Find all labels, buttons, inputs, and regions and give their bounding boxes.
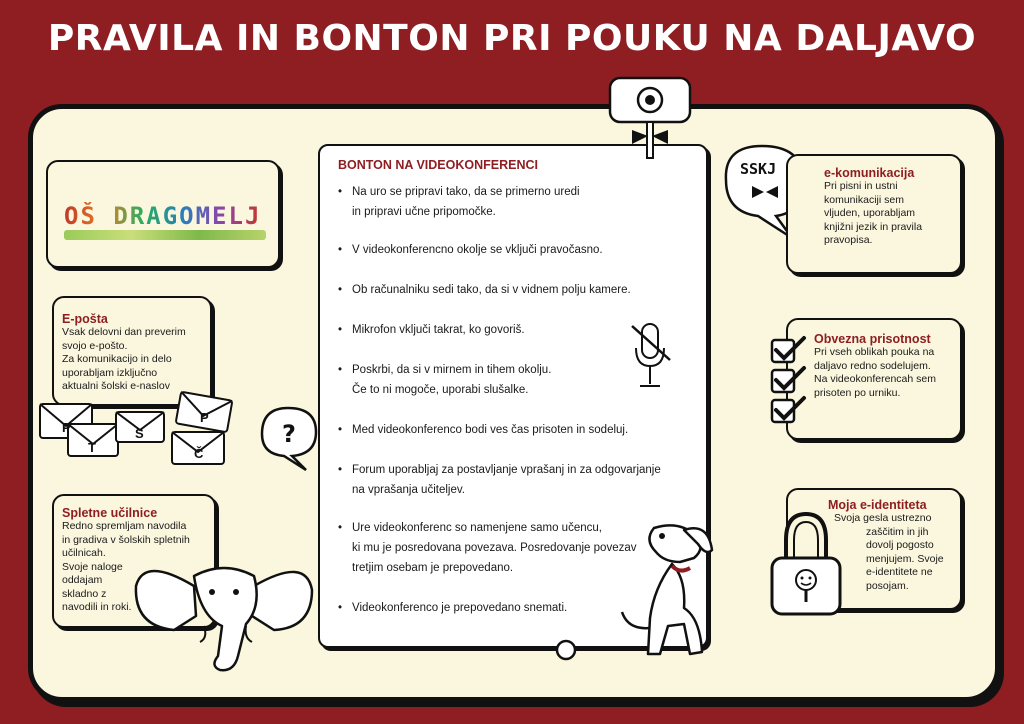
obvezna-prisotnost-card [786, 318, 962, 440]
rule-line: Na uro se pripravi tako, da se primerno uredi [352, 186, 580, 198]
rule-line: Med videokonferenco bodi ves čas prisoten in sodeluj. [352, 424, 629, 436]
page-title: PRAVILA IN BONTON PRI POUKU NA DALJAVO [47, 18, 977, 59]
envelope-letter: T [88, 440, 96, 455]
ekom-line: vljuden, uporabljam [824, 207, 916, 219]
rule-line: Ob računalniku sedi tako, da si v vidnem polju kamere. [352, 284, 631, 296]
rule-line: in pripravi učne pripomočke. [352, 206, 496, 218]
sskj-text: SSKJ [740, 160, 777, 178]
school-logo-card [46, 160, 280, 268]
rule-line: na vprašanja učiteljev. [352, 484, 465, 496]
rule-item: • Med videokonferenco bodi ves čas prisoten in sodeluj. [338, 420, 678, 440]
school-logo-text: OŠ DRAGOMELJ [64, 202, 262, 230]
ekom-line: komunikaciji sem [824, 193, 904, 206]
obvezna-line: Na videokonferencah sem [814, 373, 936, 385]
spletne-line: in gradiva v šolskih spletnih [62, 533, 190, 546]
rule-line: V videokonferencno okolje se vključi pravočasno. [352, 244, 603, 256]
eposta-line: Vsak delovni dan preverim [62, 326, 186, 338]
rule-item: • Na uro se pripravi tako, da se primerno uredi in pripravi učne pripomočke. [338, 186, 580, 218]
elephant-icon [134, 546, 314, 676]
rule-line: Videokonferenco je prepovedano snemati. [352, 602, 568, 614]
eposta-line: aktualni šolski e-naslov [62, 380, 170, 392]
envelope-letter: P [62, 420, 71, 435]
webcam-icon [606, 74, 696, 164]
spletne-line: Redno spremljam navodila [62, 520, 187, 532]
rule-line: Ure videokonferenc so namenjene samo učencu, [352, 522, 602, 534]
ekom-line: pravopisa. [824, 234, 873, 246]
rule-item: • Forum uporabljaj za postavljanje vprašanj in za odgovarjanje na vprašanja učiteljev. [338, 464, 661, 496]
eidentiteta-line: zaščitim in jih [866, 525, 929, 538]
envelope-letter: P [200, 410, 209, 425]
eposta-line: Za komunikacijo in delo [62, 353, 172, 365]
obvezna-heading: Obvezna prisotnost [814, 332, 931, 346]
envelopes-illustration [38, 392, 248, 472]
spletne-line: učilnicah. [62, 547, 106, 559]
rule-line: Mikrofon vključi takrat, ko govoriš. [352, 324, 525, 336]
eposta-line: svojo e-pošto. [62, 339, 128, 352]
padlock-icon [766, 510, 846, 620]
obvezna-line: Pri vseh oblikah pouka na [814, 346, 935, 358]
spletne-line: Svoje naloge [62, 560, 123, 573]
center-heading: BONTON NA VIDEOKONFERENCI [338, 158, 539, 172]
rule-item: • Ob računalniku sedi tako, da si v vidnem polju kamere. [338, 280, 678, 300]
checkboxes-icon [770, 336, 810, 428]
rule-line: Forum uporabljaj za postavljanje vprašanj in za odgovarjanje [352, 464, 661, 476]
rule-item: • V videokonferencno okolje se vključi pravočasno. [338, 240, 678, 260]
eidentiteta-line: posojam. [866, 579, 909, 592]
eposta-heading: E-pošta [62, 312, 108, 326]
eidentiteta-line: e-identitete ne [866, 566, 933, 578]
envelope-letter: S [135, 426, 144, 441]
eposta-line: uporabljam izključno [62, 366, 158, 379]
ekom-line: knjižni jezik in pravila [824, 220, 923, 233]
ekom-line: Pri pisni in ustni [824, 180, 898, 192]
rule-item: • Mikrofon vključi takrat, ko govoriš. [338, 320, 678, 340]
eidentiteta-line: menjujem. Svoje [866, 552, 944, 565]
spletne-line: oddajam [62, 574, 103, 586]
obvezna-line: prisoten po urniku. [814, 386, 901, 399]
eidentiteta-line: Svoja gesla ustrezno [834, 512, 932, 524]
spletne-line: navodili in roki. [62, 601, 132, 613]
rule-line: ki mu je posredovana povezava. Posredovanje povezav [352, 542, 637, 554]
rule-item: • Videokonferenco je prepovedano snemati. [338, 598, 678, 618]
rule-item: • Poskrbi, da si v mirnem in tihem okolju. Če to ni mogoče, uporabi slušalke. [338, 364, 552, 396]
logo-grass-strip [64, 230, 266, 240]
obvezna-line: daljavo redno sodelujem. [814, 359, 931, 372]
spletne-line: skladno z [62, 587, 107, 600]
rule-line: Če to ni mogoče, uporabi slušalke. [352, 384, 529, 396]
rule-line: tretjim osebam je prepovedano. [352, 562, 514, 574]
muted-microphone-icon [626, 320, 676, 392]
ekomunikacija-card [786, 154, 962, 274]
eidentiteta-line: dovolj pogosto [866, 539, 934, 551]
eposta-card [52, 296, 212, 406]
eidentiteta-heading: Moja e-identiteta [828, 498, 927, 512]
rule-line: Poskrbi, da si v mirnem in tihem okolju. [352, 364, 552, 376]
school-logo [64, 202, 261, 230]
question-mark: ? [282, 420, 296, 448]
ball-icon [554, 638, 578, 662]
spletne-heading: Spletne učilnice [62, 506, 158, 520]
envelope-letter: Č [194, 446, 204, 461]
rule-item: • Ure videokonferenc so namenjene samo učencu, ki mu je posredovana povezava. Posredovanje povezav tretjim osebam je prepovedano. [338, 522, 637, 574]
ekom-heading: e-komunikacija [824, 166, 915, 180]
dog-icon [614, 518, 724, 668]
